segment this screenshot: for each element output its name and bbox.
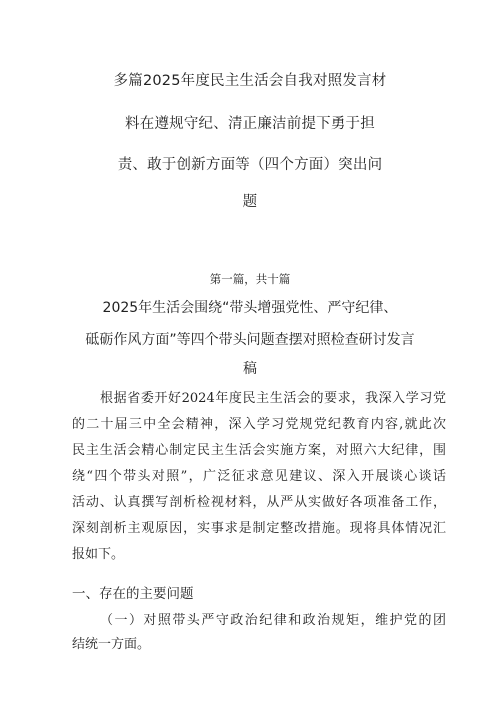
sub-item-line-1: （一）对照带头严守政治纪律和政治规矩，维护党的团 [100,613,446,628]
sub-item-line-2: 结统一方面。 [72,637,151,652]
body-paragraph-line-4: 绕“四个带头对照”，广泛征求意见建议、深入开展谈心谈话 [72,469,446,484]
body-paragraph-line-2: 的二十届三中全会精神，深入学习党规党纪教育内容,就此次 [72,417,446,432]
article-title-line-3: 稿 [243,361,257,377]
document-title-line-1: 多篇2025年度民主生活会自我对照发言材 [113,73,387,89]
document-title-line-3: 责、敢于创新方面等（四个方面）突出问 [117,157,383,173]
article-title-line-2: 砥砺作风方面”等四个带头问题查摆对照检查研讨发言 [85,332,415,348]
body-paragraph-line-7: 报如下。 [72,547,125,562]
body-paragraph-line-1: 根据省委开好2024年度民主生活会的要求，我深入学习党 [100,391,446,406]
section-label: 第一篇，共十篇 [209,272,291,286]
body-paragraph-line-3: 民主生活会精心制定民主生活会实施方案，对照六大纪律，围 [72,443,446,458]
section-heading: 一、存在的主要问题 [72,586,194,602]
document-title-line-4: 题 [242,194,258,210]
document-title-line-2: 料在遵规守纪、清正廉洁前提下勇于担 [125,116,375,132]
body-paragraph-line-5: 活动、认真撰写剖析检视材料，从严从实做好各项准备工作， [72,495,446,510]
body-paragraph-line-6: 深刻剖析主观原因，实事求是制定整改措施。现将具体情况汇 [72,521,446,536]
article-title-line-1: 2025年生活会围绕“带头增强党性、严守纪律、 [102,300,398,316]
